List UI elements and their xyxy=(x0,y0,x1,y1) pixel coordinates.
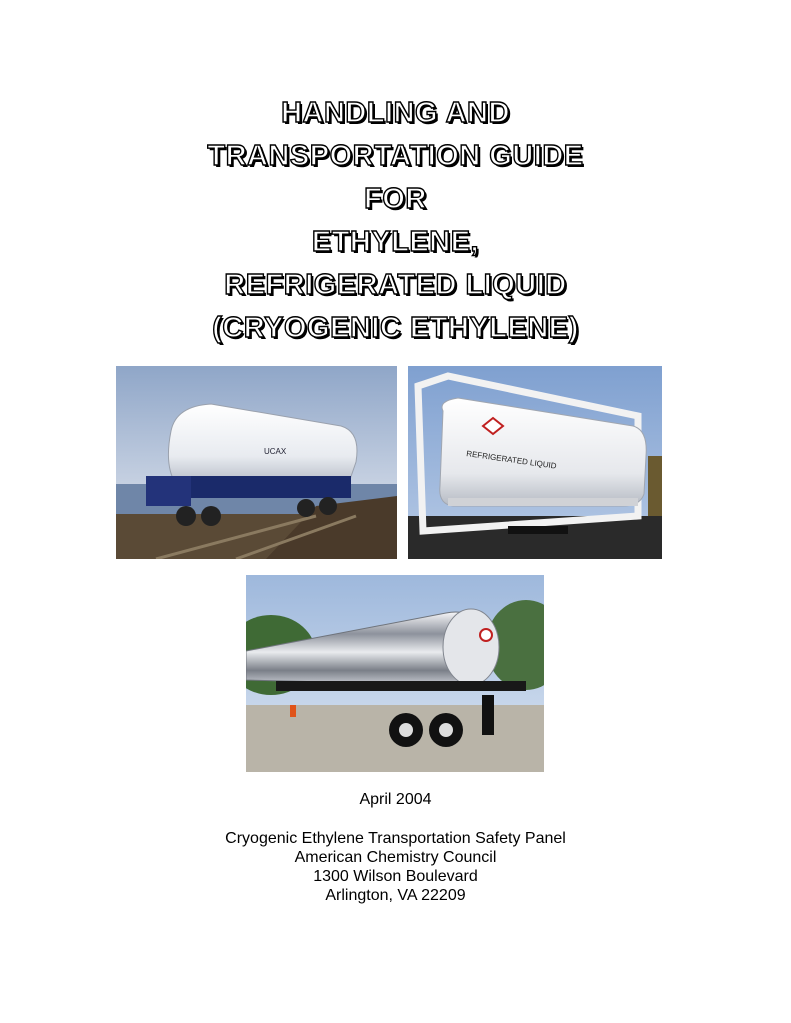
org-line-city: Arlington, VA 22209 xyxy=(325,887,466,904)
org-line-panel: Cryogenic Ethylene Transportation Safety Panel xyxy=(225,830,566,847)
org-line-street: 1300 Wilson Boulevard xyxy=(313,868,478,885)
publication-date: April 2004 xyxy=(359,791,432,808)
title-line-6: (CRYOGENIC ETHYLENE) xyxy=(212,312,579,344)
title-line-1: HANDLING AND xyxy=(281,97,510,129)
iso-container-photo xyxy=(408,366,662,559)
publication-info xyxy=(0,790,791,905)
railcar-photo xyxy=(116,366,397,559)
title-line-3: FOR xyxy=(364,183,427,215)
railcar-marking: UCAX xyxy=(264,447,287,456)
org-line-council: American Chemistry Council xyxy=(294,849,497,866)
title-line-2: TRANSPORTATION GUIDE xyxy=(207,140,584,172)
container-tank-label: REFRIGERATED LIQUID xyxy=(465,449,558,471)
document-title xyxy=(0,92,791,350)
tank-trailer-photo xyxy=(246,575,544,772)
title-line-4: ETHYLENE, xyxy=(311,226,480,258)
title-line-5: REFRIGERATED LIQUID xyxy=(224,269,567,301)
